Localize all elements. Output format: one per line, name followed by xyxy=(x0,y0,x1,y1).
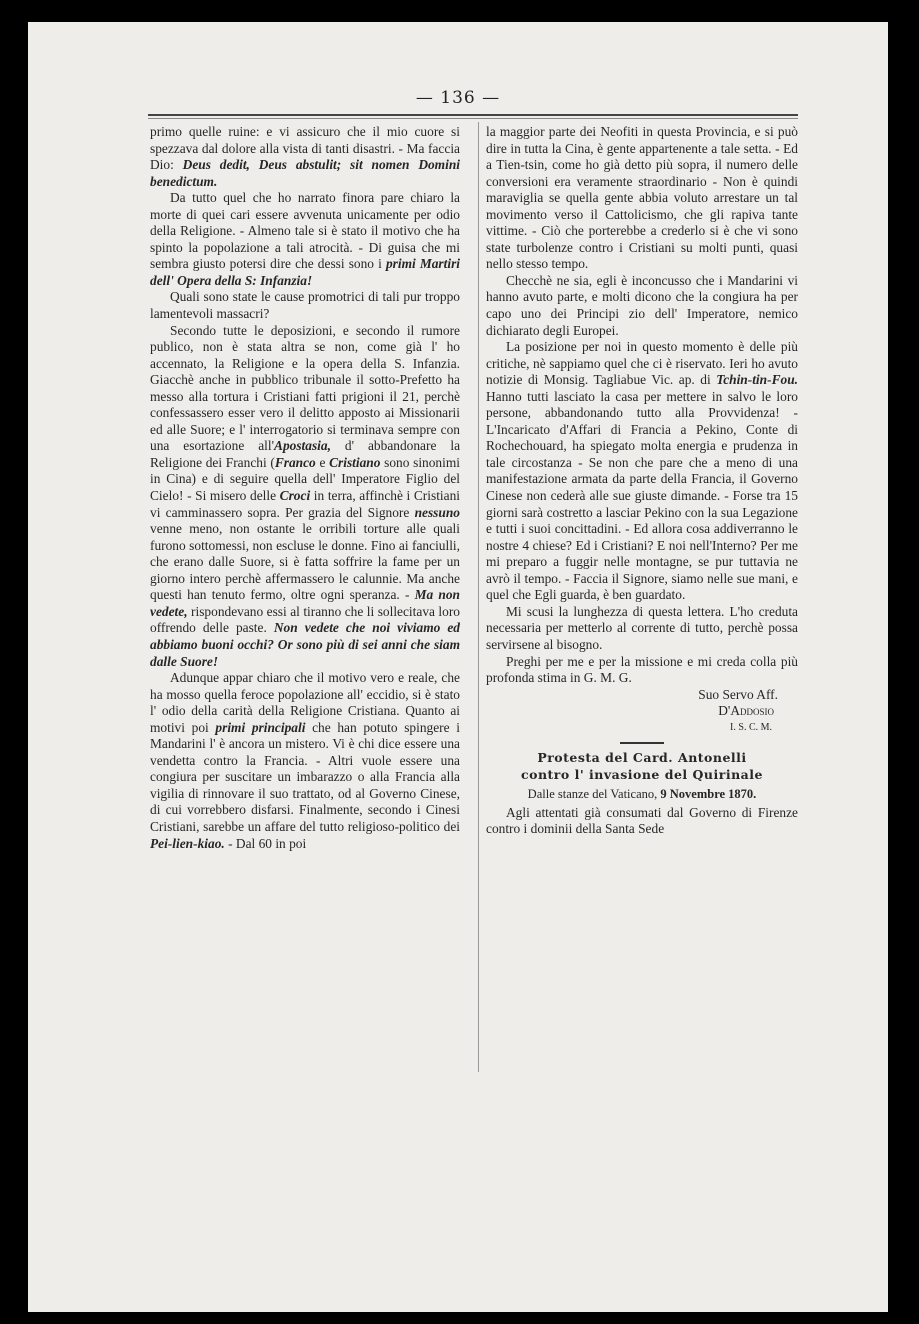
paragraph xyxy=(486,124,798,273)
italic-text: Tchin-tin-Fou. xyxy=(716,372,798,388)
text: la maggior parte dei Neofiti in questa Provincia, e si può dire in tutta la Cina, è gente appartenente a tale setta. - Ed a Tien-tsin, come ho già detto più sopra, il numero delle conversioni era veramente straordinario - Non è quindi maraviglia se quella gente abbia voluto arrestare un tal movimento verso il Cattolicismo, che gli rapiva tante vittime. - Ciò che porterebbe a crederlo si è che vi sono state turbolenze contro i Cristiani su molti punti, quasi nello stesso tempo. xyxy=(486,124,798,272)
column-divider xyxy=(478,122,479,1072)
right-column xyxy=(486,124,798,838)
text: che han potuto spingere i Mandarini l' è ancora un mistero. Vi è chi dice essere una vendetta contro la Francia. - Altri vuole essere una congiura per suscitare un imbarazzo o alla Francia alla vigilia di rinnovare il suo trattato, od al Governo Cinese, di cui vorrebbero disfarsi. Finalmente, secondo i Cinesi Cristiani, sarebbe un affare del tutto religioso-politico dei xyxy=(150,719,460,834)
page-number: — 136 — xyxy=(415,88,501,108)
paragraph xyxy=(486,604,798,654)
text: La posizione per noi in questo momento è delle più critiche, nè sappiamo quel che ci è riservato. Ieri ho avuto notizie di Monsig. Tagliabue Vic. ap. di xyxy=(486,339,798,388)
text: Mi scusi la lunghezza di questa lettera. L'ho creduta necessaria per metterlo al corrente di tutto, perchè possa servirsene al bisogno. xyxy=(486,603,798,652)
italic-text: nessuno xyxy=(414,504,460,520)
headline-line-2: contro l' invasione del Quirinale xyxy=(521,767,763,783)
header-rule xyxy=(148,114,798,116)
signatory: D'Addosio xyxy=(718,703,774,719)
italic-text: Deus dedit, Deus abstulit; sit nomen Domini benedictum. xyxy=(150,157,460,189)
signature-block xyxy=(486,687,798,737)
dateline-date: 9 Novembre 1870. xyxy=(660,787,757,802)
text: Adunque appar chiaro che il motivo vero e reale, che ha mosso quella feroce popolazione all' eccidio, si è stato l' odio della carità della Religione Cristiana. Quanto ai motivi poi xyxy=(150,670,460,735)
text: primo quelle ruine: e vi assicuro che il mio cuore si spezzava dal dolore alla vista di tanti disastri. - Ma faccia Dio: xyxy=(150,124,460,173)
text: Quali sono state le cause promotrici di tali pur troppo lamentevoli massacri? xyxy=(150,289,460,322)
dateline xyxy=(486,786,798,803)
text: Preghi per me e per la missione e mi creda colla più profonda stima in G. M. G. xyxy=(486,653,798,686)
text: - Dal 60 in poi xyxy=(228,835,307,851)
left-column xyxy=(150,124,460,852)
text: rispondevano essi al tiranno che li sollecitava loro offrendo delle paste. xyxy=(150,603,460,636)
italic-text: Non vedete che noi viviamo ed abbiamo buoni occhi? Or sono più di sei anni che siam dalle Suore! xyxy=(150,620,460,669)
text: in terra, affinchè i Cristiani vi camminassero sopra. Per grazia del Signore xyxy=(150,488,460,520)
document-page xyxy=(28,22,888,1312)
headline-line-1: Protesta del Card. Antonelli xyxy=(537,750,747,766)
header-rule-thin xyxy=(148,118,798,119)
text: venne meno, non ostante le orribili torture alle quali furono sottomessi, non escluse le donne. Fino ai fanciulli, che erano dalle Suore, si è fatta soffrire la fame per un giorno intero perchè affermassero le calunnie. Ma anche questi han tenuto fermo, oltre ogni speranza. - xyxy=(150,521,460,603)
headline xyxy=(486,749,798,783)
paragraph xyxy=(150,323,460,670)
italic-text: Croci xyxy=(279,488,311,504)
text: Agli attentati già consumati dal Governo di Firenze contro i dominii della Santa Sede xyxy=(486,804,798,837)
paragraph xyxy=(486,273,798,339)
italic-text: primi Martiri dell' Opera della S: Infanzia! xyxy=(150,256,461,288)
text: e xyxy=(319,454,326,470)
italic-text: Pei-lien-kiao. xyxy=(150,835,225,851)
paragraph xyxy=(150,670,460,852)
paragraph xyxy=(486,805,798,838)
text: Checchè ne sia, egli è inconcusso che i Mandarini vi hanno avuto parte, e molti dicono che la congiura ha per capo uno dei Principi zio dell' Imperatore, nemico dichiarato degli Europei. xyxy=(486,272,798,338)
section-rule xyxy=(620,742,664,744)
dateline-place: Dalle stanze del Vaticano, xyxy=(527,787,658,802)
paragraph xyxy=(150,124,460,190)
paragraph xyxy=(486,339,798,604)
italic-text: Franco xyxy=(274,454,316,470)
text: Secondo tutte le deposizioni, e secondo il rumore publico, non è stata altra se non, come già l' ho accennato, la Religione e la opera della S. Infanzia. Giacchè anche in pubblico tribunale il sotto-Prefetto ha messo alla tortura i Cristiani fatti prigioni il 21, perchè confessassero esser vero il delitto apposto ai Missionarii ed alle Suore; e l' interrogatorio si terminava sempre con una esortazione all' xyxy=(150,322,460,454)
paragraph xyxy=(150,190,460,289)
order-initials: I. S. C. M. xyxy=(730,721,772,733)
text: d' abbandonare la Religione dei Franchi ( xyxy=(150,438,461,470)
italic-text: Cristiano xyxy=(329,454,381,470)
closing: Suo Servo Aff. xyxy=(698,686,778,702)
text: Hanno tutti lasciato la casa per mettere in salvo le loro persone, abbandonando tutto alla Provvidenza! - L'Incaricato d'Affari di Francia a Pekino, Conte di Rochechouard, ha spiegato molta energia e prudenza in tale circostanza - Se non che pare che a meno di una manifestazione armata da parte della Francia, il Governo Cinese non cederà alle sue giuste dimande. - Forse tra 15 giorni sarà costretto a lasciar Pekino con la sua Legazione e tutti i suoi concittadini. - Ed allora cosa addiverranno le nostre 4 chiese? Ed i Cristiani? E noi nell'Interno? Per me mi preparo a fuggir nelle montagne, se pur tuttavia ne avrò il tempo. - Faccia il Signore, siamo nelle sue mani, e quel che Egli guarda, è ben guardato. xyxy=(486,388,798,603)
paragraph xyxy=(486,654,798,687)
italic-text: Apostasia, xyxy=(274,438,331,454)
text: Da tutto quel che ho narrato finora pare chiaro la morte di quei cari essere avvenuta unicamente per odio della Religione. - Almeno tale si è stato il motivo che ha spinto la popolazione a tali atrocità. - Di guisa che mi sembra giusto potersi dire che dessi sono i xyxy=(150,190,460,272)
text: sono sinonimi in Cina) e di seguire quella dell' Imperatore Figlio del Cielo! - Si misero delle xyxy=(150,454,460,504)
italic-text: Ma non vedete, xyxy=(150,587,461,619)
italic-text: primi principali xyxy=(215,719,306,735)
paragraph xyxy=(150,289,460,322)
